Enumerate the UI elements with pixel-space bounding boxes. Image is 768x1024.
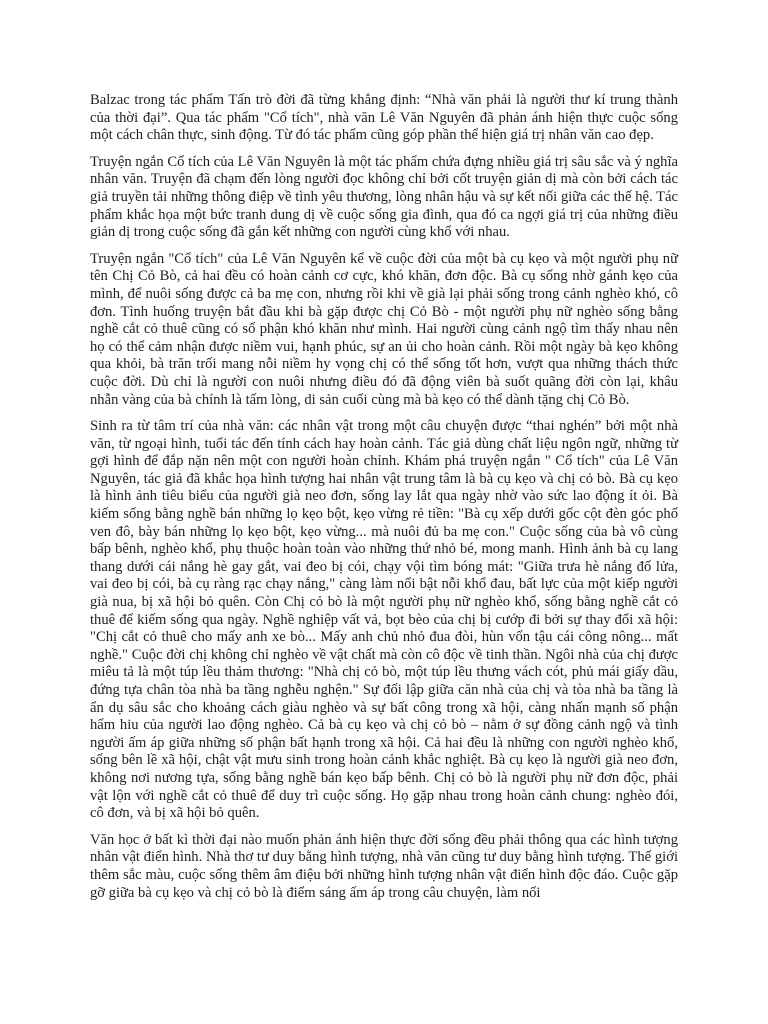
document-page (90, 92, 678, 911)
paragraph-intro: Balzac trong tác phẩm Tấn trò đời đã từng khẳng định: “Nhà văn phải là người thư kí trung thành của thời đại”. Qua tác phẩm "Cổ tích", nhà văn Lê Văn Nguyên đã phản ánh hiện thực cuộc sống một cách chân thực, sinh động. Từ đó tác phẩm cũng góp phần thể hiện giá trị nhân văn cao đẹp. (90, 92, 678, 144)
paragraph-characters: Sinh ra từ tâm trí của nhà văn: các nhân vật trong một câu chuyện được “thai nghén” bởi một nhà văn, từ ngoại hình, tuổi tác đến tính cách hay hoàn cảnh. Tác giả dùng chất liệu ngôn ngữ, những từ gợi hình để đắp nặn nên một con người hoàn chỉnh. Khám phá truyện ngắn " Cổ tích" của Lê Văn Nguyên, tác giả đã khắc họa hình tượng hai nhân vật trung tâm là bà cụ kẹo và chị cỏ bò. Bà cụ kẹo là hình ảnh tiêu biểu của người già neo đơn, sống lay lắt qua ngày nhờ vào sức lao động ít ỏi. Bà kiếm sống bằng nghề bán những lọ kẹo bột, kẹo vừng rẻ tiền: "Bà cụ xếp dưới gốc cột đèn góc phố ven đô, bày bán những lọ kẹo bột, kẹo vừng... mà nuôi đủ ba mẹ con." Cuộc sống của bà vô cùng bấp bênh, nghèo khổ, phụ thuộc hoàn toàn vào những thứ nhỏ bé, mong manh. Hình ảnh bà cụ lang thang dưới cái nắng hè gay gắt, vai đeo bị cói, chạy vội tìm bóng mát: "Giữa trưa hè nắng đổ lửa, vai đeo bị cói, bà cụ ràng rạc chạy nắng," càng làm nổi bật nỗi khổ đau, bất lực của một kiếp người già nua, bị xã hội bỏ quên. Còn Chị cỏ bò là một người phụ nữ nghèo khổ, sống bằng nghề cắt cỏ thuê để kiếm sống qua ngày. Nghề nghiệp vất vả, bọt bèo của chị bị cướp đi bởi sự thay đổi xã hội: "Chị cắt cỏ thuê cho mấy anh xe bò... Mấy anh chủ nhỏ đua đòi, hùn vốn tậu cái công nông... mất nghề." Cuộc đời chị không chỉ nghèo về vật chất mà còn cô độc về tinh thần. Ngôi nhà của chị được miêu tả là một túp lều thảm thương: "Nhà chị cỏ bò, một túp lều thưng vách cót, phủ mái giấy dầu, đứng tựa chân tòa nhà ba tầng nghễu nghện." Sự đối lập giữa căn nhà của chị và tòa nhà ba tầng là ẩn dụ sâu sắc cho khoảng cách giàu nghèo và sự bất công trong xã hội, càng nhấn mạnh số phận hẩm hiu của người lao động nghèo. Cả bà cụ kẹo và chị cỏ bò – nằm ở sự đồng cảnh ngộ và tình người ấm áp giữa những số phận bất hạnh trong xã hội. Cả hai đều là những con người nghèo khổ, sống bên lề xã hội, chật vật mưu sinh trong hoàn cảnh khắc nghiệt. Bà cụ kẹo là người già neo đơn, không nơi nương tựa, sống bằng nghề bán kẹo bấp bênh. Chị cỏ bò là người phụ nữ đơn độc, phải vật lộn với nghề cắt cỏ thuê để duy trì cuộc sống. Họ gặp nhau trong hoàn cảnh chung: nghèo đói, cô đơn, và bị xã hội bỏ quên. (90, 418, 678, 822)
paragraph-typical-characters: Văn học ở bất kì thời đại nào muốn phản ánh hiện thực đời sống đều phải thông qua các hình tượng nhân vật điển hình. Nhà thơ tư duy bằng hình tượng, nhà văn cũng tư duy bằng hình tượng. Thế giới thêm sắc màu, cuộc sống thêm âm điệu bởi những hình tượng nhân vật điển hình độc đáo. Cuộc gặp gỡ giữa bà cụ kẹo và chị cỏ bò là điểm sáng ấm áp trong câu chuyện, làm nổi (90, 831, 678, 901)
paragraph-overview: Truyện ngắn Cổ tích của Lê Văn Nguyên là một tác phẩm chứa đựng nhiều giá trị sâu sắc và ý nghĩa nhân văn. Truyện đã chạm đến lòng người đọc không chỉ bởi cốt truyện giản dị mà còn bởi cách tác giả truyền tải những thông điệp về tình yêu thương, lòng nhân hậu và sự kết nối giữa các thế hệ. Tác phẩm khắc họa một bức tranh dung dị về cuộc sống gia đình, qua đó ca ngợi giá trị của những điều giản dị trong cuộc sống đã gắn kết những con người cùng khổ với nhau. (90, 153, 678, 241)
paragraph-summary: Truyện ngắn "Cổ tích" của Lê Văn Nguyên kể về cuộc đời của một bà cụ kẹo và một người phụ nữ tên Chị Cỏ Bò, cả hai đều có hoàn cảnh cơ cực, khó khăn, đơn độc. Bà cụ sống nhờ gánh kẹo của mình, để nuôi sống được cả ba mẹ con, nhưng rồi khi về già lại phải sống trong cảnh nghèo khó, cô đơn. Tình huống truyện bắt đầu khi bà gặp được chị Cỏ Bò - một người phụ nữ nghèo sống bằng nghề cắt cỏ thuê cũng có số phận khó khăn như mình. Hai người cùng cảnh ngộ tìm thấy nhau nên họ có thể cảm nhận được niềm vui, hạnh phúc, sự an ủi cho hoàn cảnh. Rồi một ngày bà kẹo không qua khỏi, bà trăn trối mang nỗi niềm hy vọng chị có thể sống tốt hơn, vượt qua những thách thức cuộc đời. Dù chỉ là người con nuôi nhưng điều đó đã động viên bà suốt quãng đời còn lại, khâu nhẫn vàng của bà chính là tấm lòng, di sản cuối cùng mà bà kẹo có thể dành tặng chị Cỏ Bò. (90, 250, 678, 408)
